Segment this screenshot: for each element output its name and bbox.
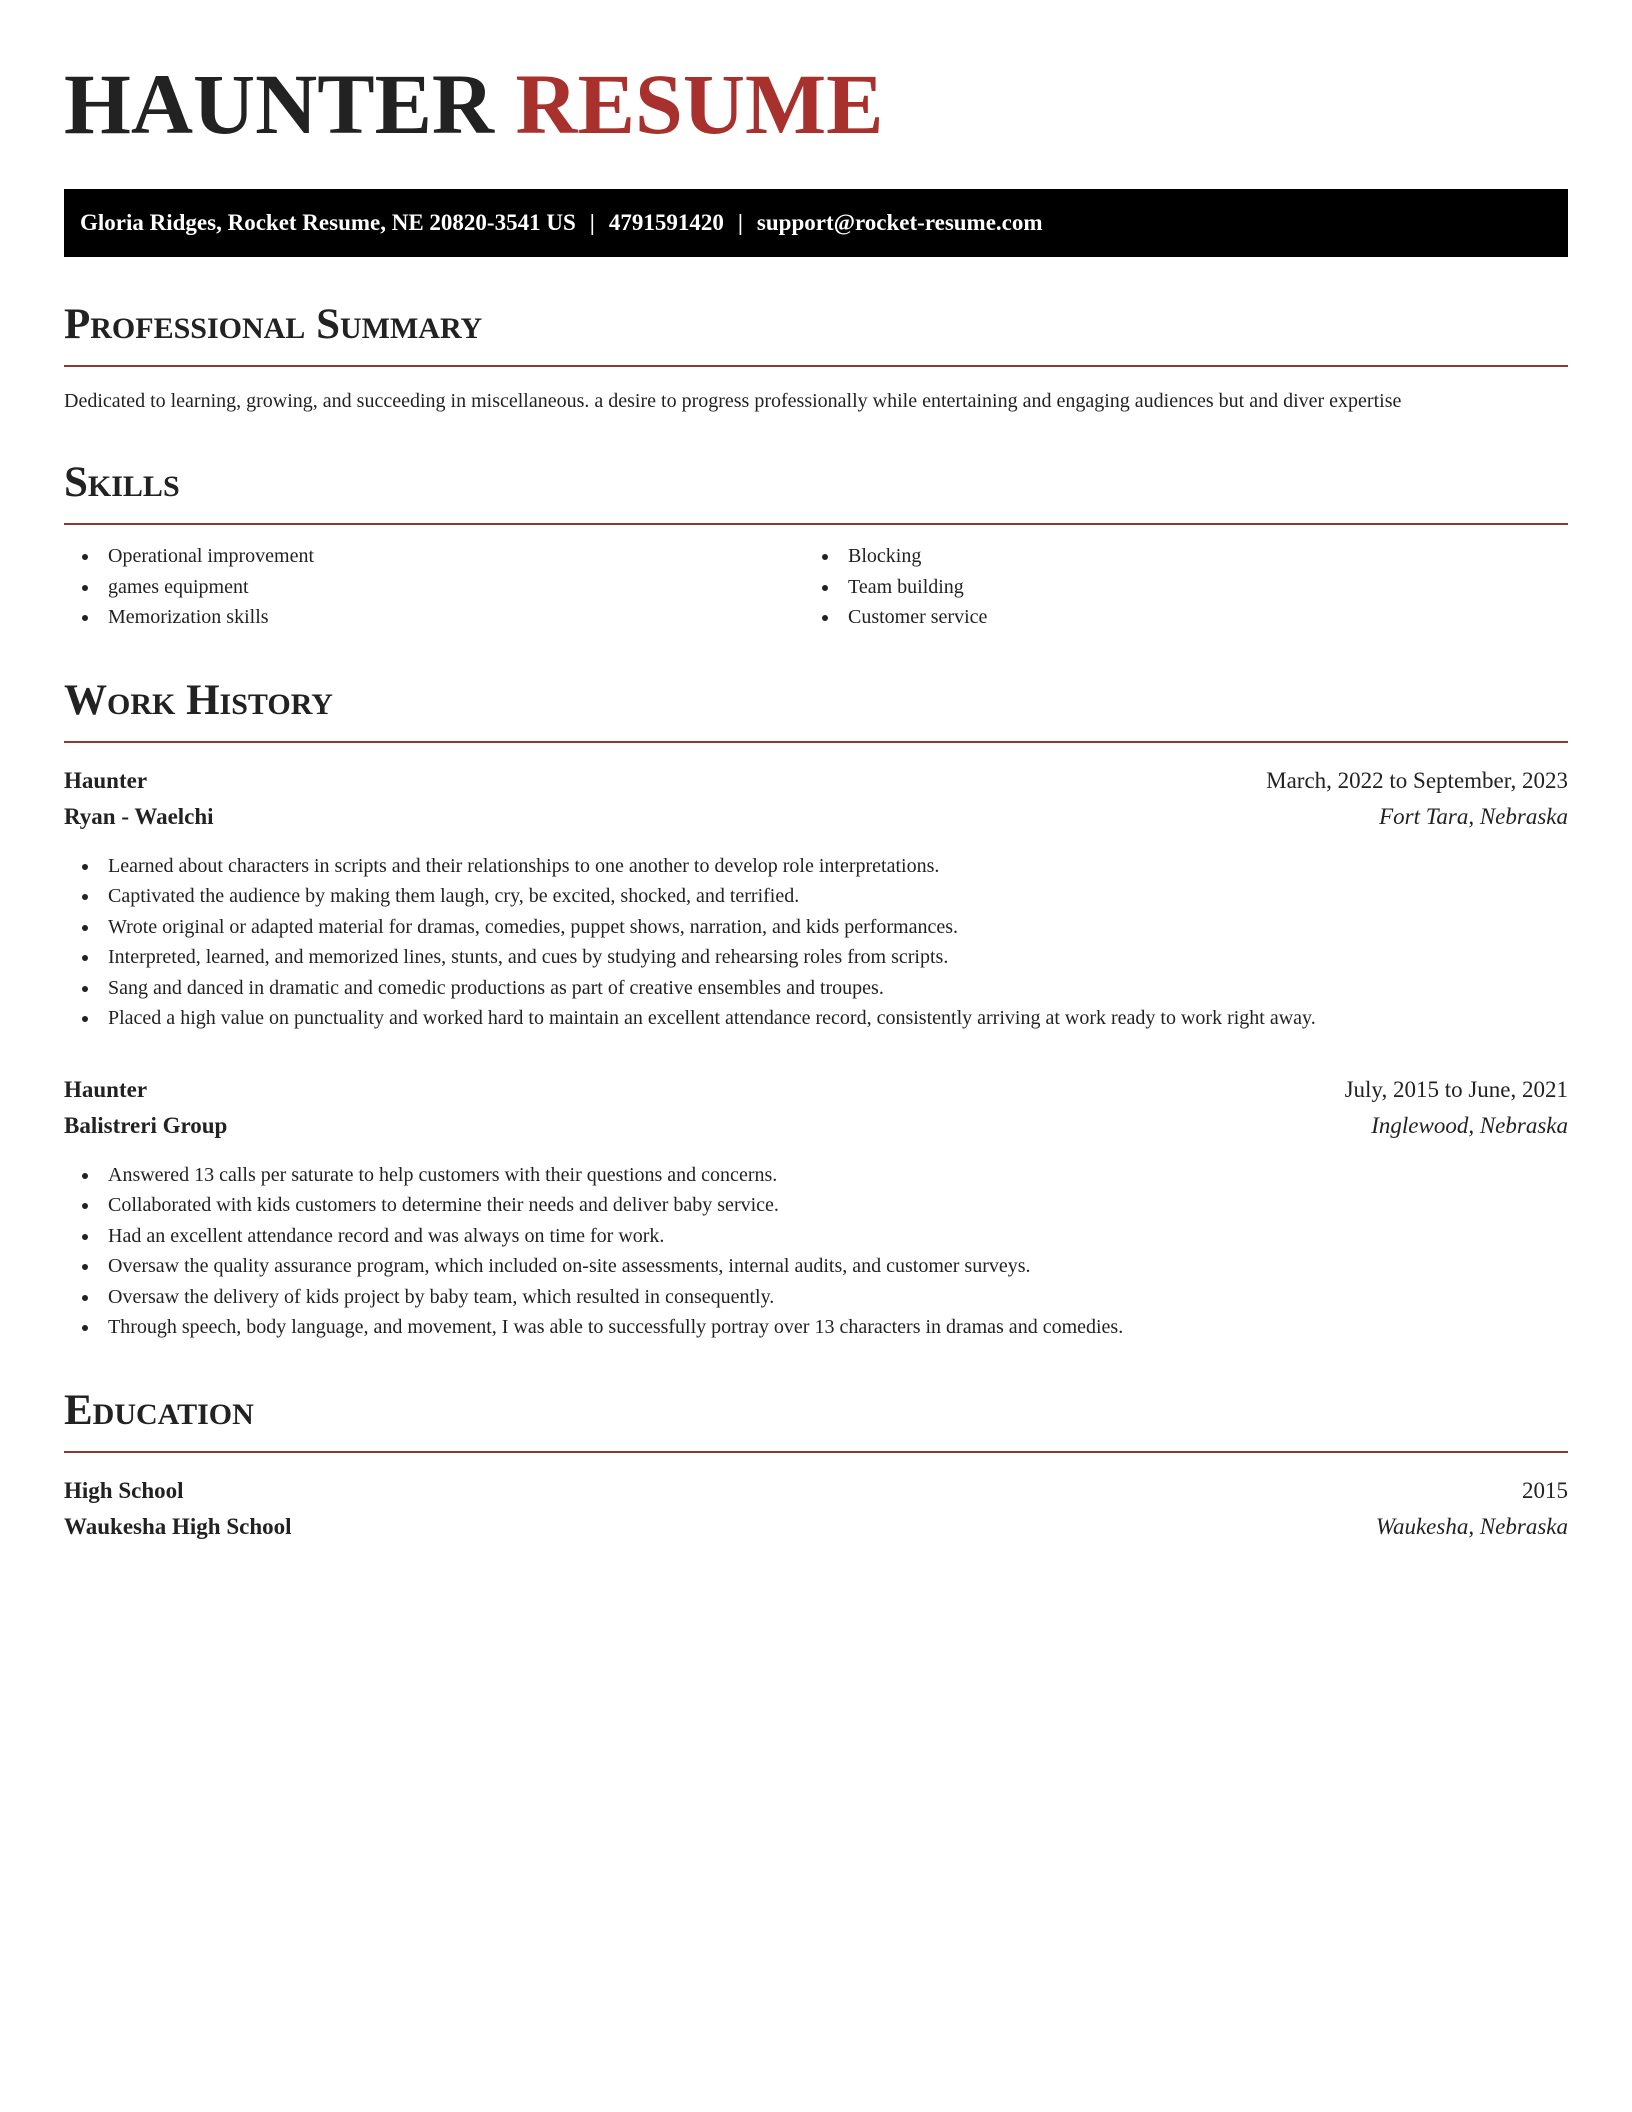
- skills-left-column: [64, 541, 804, 633]
- job-bullet: Oversaw the delivery of kids project by baby team, which resulted in consequently.: [64, 1282, 1568, 1313]
- contact-phone: 4791591420: [608, 210, 724, 235]
- job-location: Fort Tara, Nebraska: [1379, 803, 1568, 829]
- education-location: Waukesha, Nebraska: [1375, 1513, 1568, 1539]
- job-title: Haunter: [64, 767, 148, 793]
- contact-separator: |: [737, 210, 743, 235]
- education-degree-row: [64, 1473, 1568, 1509]
- job-bullet: Sang and danced in dramatic and comedic productions as part of creative ensembles and troupes.: [64, 973, 1568, 1004]
- job-location: Inglewood, Nebraska: [1371, 1112, 1568, 1138]
- contact-bar: [64, 189, 1568, 257]
- job-bullet: Placed a high value on punctuality and worked hard to maintain an excellent attendance record, consistently arriving at work ready to work right away.: [64, 1003, 1568, 1034]
- job-company: Ryan - Waelchi: [64, 803, 214, 829]
- contact-email: support@rocket-resume.com: [756, 210, 1043, 235]
- job-bullets: [64, 1160, 1568, 1343]
- skills-heading: Skills: [64, 459, 180, 506]
- job-bullet: Captivated the audience by making them laugh, cry, be excited, shocked, and terrified.: [64, 881, 1568, 912]
- job-bullet: Collaborated with kids customers to determine their needs and deliver baby service.: [64, 1190, 1568, 1221]
- section-divider: [64, 741, 1568, 743]
- job-bullets: [64, 851, 1568, 1034]
- job-company-row: [64, 799, 1568, 835]
- education-school-row: [64, 1509, 1568, 1545]
- job-bullet: Oversaw the quality assurance program, which included on-site assessments, internal audits, and customer surveys.: [64, 1251, 1568, 1282]
- job-bullet: Through speech, body language, and movement, I was able to successfully portray over 13 characters in dramas and comedies.: [64, 1312, 1568, 1343]
- skill-item: Team building: [804, 572, 1544, 603]
- job-entry: [64, 1072, 1568, 1343]
- title-name: HAUNTER: [64, 56, 495, 152]
- section-divider: [64, 523, 1568, 525]
- job-bullet: Had an excellent attendance record and was always on time for work.: [64, 1221, 1568, 1252]
- skill-item: Blocking: [804, 541, 1544, 572]
- skill-item: Memorization skills: [64, 602, 804, 633]
- education-degree: High School: [64, 1477, 184, 1503]
- job-bullet: Interpreted, learned, and memorized lines, stunts, and cues by studying and rehearsing roles from scripts.: [64, 942, 1568, 973]
- job-dates: March, 2022 to September, 2023: [1266, 767, 1568, 793]
- skill-item: games equipment: [64, 572, 804, 603]
- summary-section: [64, 299, 1568, 415]
- job-bullet: Wrote original or adapted material for dramas, comedies, puppet shows, narration, and kids performances.: [64, 912, 1568, 943]
- job-dates: July, 2015 to June, 2021: [1344, 1076, 1568, 1102]
- section-divider: [64, 1451, 1568, 1453]
- work-history-section: [64, 675, 1568, 1343]
- education-heading: Education: [64, 1386, 254, 1434]
- skills-right-column: [804, 541, 1544, 633]
- education-section: [64, 1385, 1568, 1545]
- job-header-row: [64, 763, 1568, 799]
- skills-columns: [64, 541, 1568, 633]
- job-bullet: Learned about characters in scripts and their relationships to one another to develop role interpretations.: [64, 851, 1568, 882]
- title-accent: RESUME: [515, 56, 884, 152]
- job-entry: [64, 763, 1568, 1034]
- job-header-row: [64, 1072, 1568, 1108]
- job-bullet: Answered 13 calls per saturate to help customers with their questions and concerns.: [64, 1160, 1568, 1191]
- contact-separator: |: [589, 210, 595, 235]
- job-title: Haunter: [64, 1076, 148, 1102]
- job-company: Balistreri Group: [64, 1112, 228, 1138]
- skills-section: [64, 457, 1568, 633]
- section-divider: [64, 365, 1568, 367]
- education-school: Waukesha High School: [64, 1513, 292, 1539]
- education-entry: [64, 1473, 1568, 1545]
- skill-item: Customer service: [804, 602, 1544, 633]
- skill-item: Operational improvement: [64, 541, 804, 572]
- job-company-row: [64, 1108, 1568, 1144]
- summary-text: Dedicated to learning, growing, and succeeding in miscellaneous. a desire to progress professionally while entertaining and engaging audiences but and diver expertise: [64, 390, 1402, 412]
- contact-address: Gloria Ridges, Rocket Resume, NE 20820-3541 US: [80, 210, 576, 235]
- resume-title: [64, 56, 1568, 152]
- work-history-heading: Work History: [64, 676, 333, 724]
- education-year: 2015: [1522, 1477, 1568, 1503]
- summary-heading: Professional Summary: [64, 301, 483, 348]
